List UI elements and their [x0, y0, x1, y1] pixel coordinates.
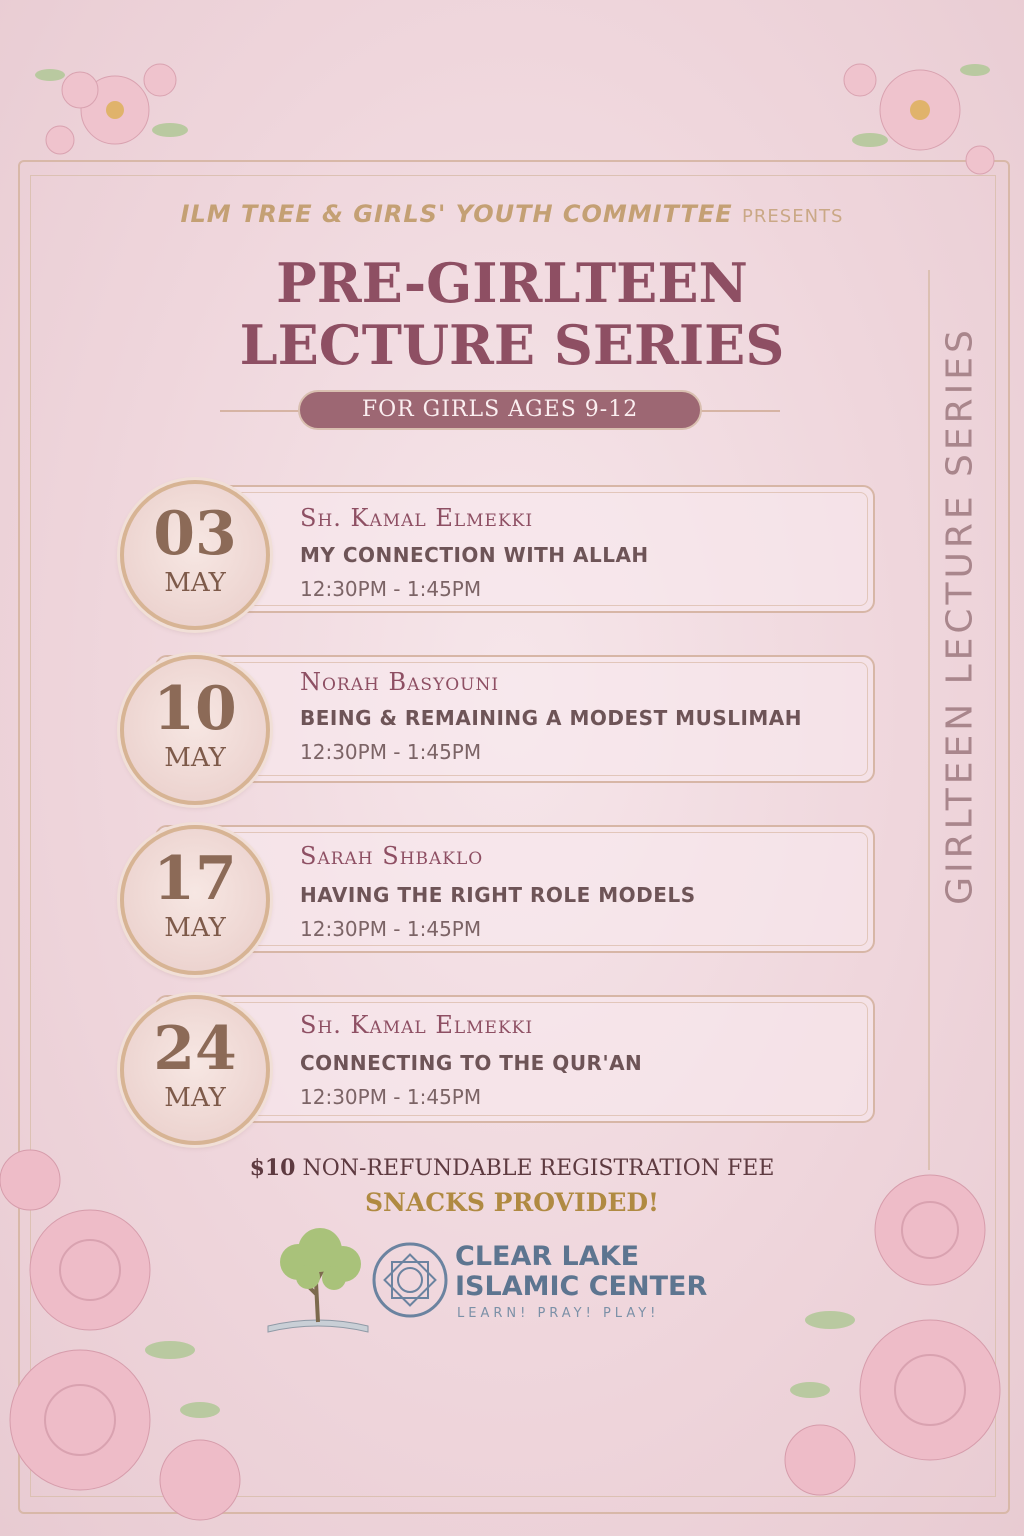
date-day: 17: [153, 844, 237, 914]
speaker-name: Sh. Kamal Elmekki: [300, 1011, 534, 1039]
fee-amount: $10: [249, 1155, 296, 1181]
age-badge-row: [220, 390, 780, 430]
speaker-name: Sarah Shbaklo: [300, 842, 484, 870]
presenters-line: [0, 200, 1024, 228]
lecture-topic: HAVING THE RIGHT ROLE MODELS: [300, 883, 696, 907]
age-badge: FOR GIRLS AGES 9-12: [298, 390, 702, 430]
bottom-left-roses-icon: [0, 1120, 280, 1530]
lecture-time: 12:30PM - 1:45PM: [300, 577, 482, 601]
side-title-text: GIRLTEEN LECTURE SERIES: [939, 326, 981, 905]
top-left-flower-icon: [20, 20, 220, 190]
organization-name-line-2: ISLAMIC CENTER: [455, 1271, 708, 1302]
date-badge: [120, 655, 270, 805]
lecture-time: 12:30PM - 1:45PM: [300, 1085, 482, 1109]
presenting-organizations: ILM TREE & GIRLS' YOUTH COMMITTEE: [180, 200, 733, 228]
tree-book-logo-icon: [258, 1222, 378, 1340]
speaker-name: Norah Basyouni: [300, 668, 500, 696]
registration-fee: [0, 1155, 1024, 1181]
date-month: MAY: [164, 1083, 226, 1113]
organization-tagline: LEARN! PRAY! PLAY!: [457, 1306, 660, 1321]
side-divider-line: [928, 270, 930, 1170]
date-day: 24: [153, 1014, 237, 1084]
date-badge: [120, 480, 270, 630]
date-day: 10: [153, 674, 237, 744]
title-line-1: PRE-GIRLTEEN: [276, 251, 748, 315]
lecture-topic: MY CONNECTION WITH ALLAH: [300, 543, 649, 567]
lecture-topic: CONNECTING TO THE QUR'AN: [300, 1051, 643, 1075]
fee-text: NON-REFUNDABLE REGISTRATION FEE: [302, 1156, 775, 1181]
organization-name-line-1: CLEAR LAKE: [455, 1241, 640, 1272]
lecture-topic: BEING & REMAINING A MODEST MUSLIMAH: [300, 706, 803, 730]
date-month: MAY: [164, 913, 226, 943]
date-month: MAY: [164, 743, 226, 773]
page-title: [0, 252, 1024, 376]
islamic-center-logo-icon: [370, 1240, 450, 1320]
date-month: MAY: [164, 568, 226, 598]
organization-name: [455, 1242, 707, 1302]
top-right-flower-icon: [780, 20, 1010, 200]
date-badge: [120, 995, 270, 1145]
snacks-note: SNACKS PROVIDED!: [364, 1188, 660, 1217]
presents-word: PRESENTS: [742, 206, 844, 227]
date-day: 03: [153, 499, 237, 569]
lecture-time: 12:30PM - 1:45PM: [300, 917, 482, 941]
date-badge: [120, 825, 270, 975]
title-line-2: LECTURE SERIES: [239, 313, 785, 377]
speaker-name: Sh. Kamal Elmekki: [300, 504, 534, 532]
lecture-time: 12:30PM - 1:45PM: [300, 740, 482, 764]
